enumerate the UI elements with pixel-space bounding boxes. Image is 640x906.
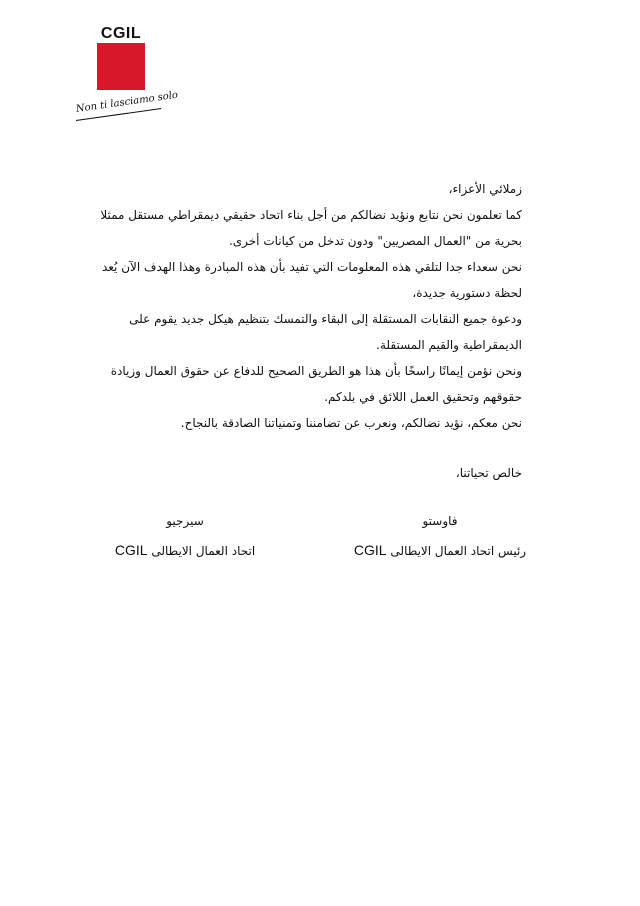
letter-paragraph: ونحن نؤمن إيمانًا راسخًا بأن هذا هو الطريق الصحيح للدفاع عن حقوق العمال وزيادة حقوقهم وتحقيق العمل اللائق في بلدكم. xyxy=(110,364,522,404)
letter-body xyxy=(100,176,522,436)
letter-closing: خالص تحياتنا، xyxy=(455,466,522,480)
letter-paragraph: نحن معكم، نؤيد نضالكم، ونعرب عن تضامننا وتمنياتنا الصادقة بالنجاح. xyxy=(180,416,522,430)
letter-greeting: زملائي الأعزاء، xyxy=(448,182,522,196)
letter-paragraph: ودعوة جميع النقابات المستقلة إلى البقاء والتمسك بتنظيم هيكل جديد يقوم على الديمقراطية والقيم المستقلة. xyxy=(129,312,522,352)
signature-title-fausto xyxy=(345,542,535,558)
signature-title-sergio xyxy=(105,542,265,558)
letter-paragraph: نحن سعداء جدا لتلقي هذه المعلومات التي تفيد بأن هذه المبادرة وهذا الهدف الآن يُعد لحظة دستورية جديدة، xyxy=(101,260,522,300)
signature-title-text: رئيس اتحاد العمال الايطالى xyxy=(390,544,527,558)
signature-org: CGIL xyxy=(114,542,148,558)
letter-paragraph: كما تعلمون نحن نتابع ونؤيد نضالكم من أجل بناء اتحاد حقيقي ديمقراطي مستقل ممثلا بحرية من "العمال المصريين" ودون تدخل من كيانات أخرى. xyxy=(100,208,522,248)
logo-wordmark: CGIL xyxy=(100,25,142,42)
logo-red-square xyxy=(97,43,145,90)
signature-name-fausto: فاوستو xyxy=(422,514,458,528)
tagline: Non ti lasciamo solo xyxy=(75,89,179,115)
signature-org: CGIL xyxy=(353,542,387,558)
signature-title-text: اتحاد العمال الايطالى xyxy=(151,544,256,558)
cgil-logo xyxy=(97,26,145,90)
signature-name-sergio: سيرجيو xyxy=(166,514,204,528)
